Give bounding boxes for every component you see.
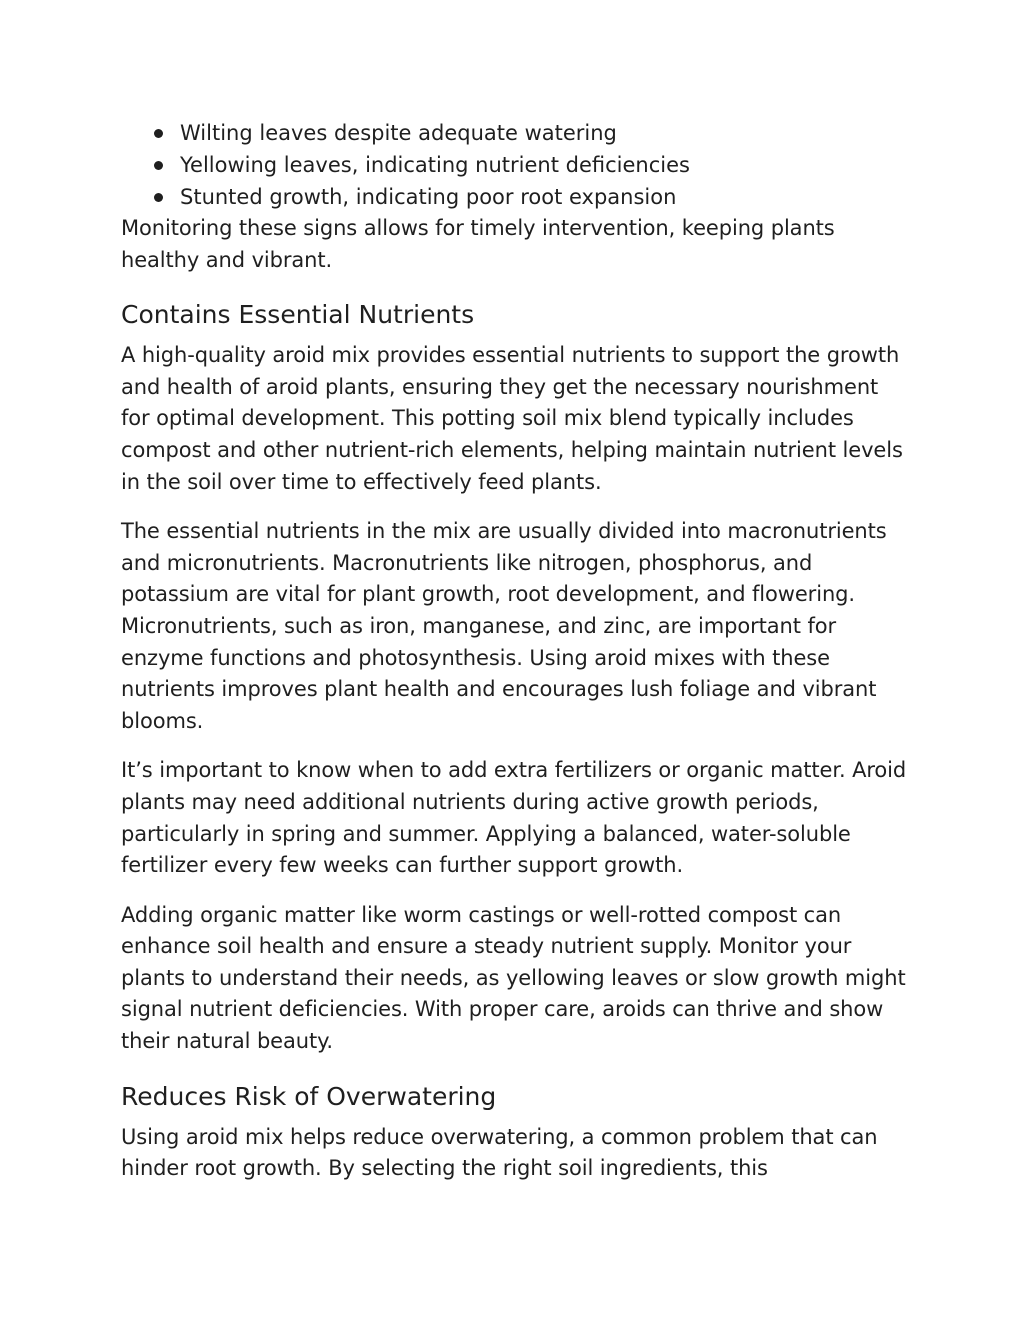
- list-item-text: Stunted growth, indicating poor root expansion: [180, 185, 677, 209]
- list-item-text: Wilting leaves despite adequate watering: [180, 121, 617, 145]
- list-item: [121, 149, 911, 181]
- nutrients-paragraph-3: It’s important to know when to add extra fertilizers or organic matter. Aroid plants may need additional nutrients during active growth periods, particularly in spring and summer. Applying a balanced, water-soluble fertilizer every few weeks can further support growth.: [121, 758, 907, 878]
- document-page: [121, 117, 911, 1203]
- list-item: [121, 117, 911, 149]
- nutrients-paragraph-4: Adding organic matter like worm castings or well-rotted compost can enhance soil health and ensure a steady nutrient supply. Monitor your plants to understand their needs, as yellowing leaves or slow growth might signal nutrient deficiencies. With proper care, aroids can thrive and show their natural beauty.: [121, 902, 906, 1054]
- section-heading-overwatering: Reduces Risk of Overwatering: [121, 1081, 497, 1111]
- intro-paragraph: Monitoring these signs allows for timely intervention, keeping plants healthy and vibrant.: [121, 216, 835, 272]
- bullet-icon: [154, 161, 163, 170]
- nutrients-paragraph-1: A high-quality aroid mix provides essential nutrients to support the growth and health of aroid plants, ensuring they get the necessary nourishment for optimal development. This potting soil mix blend typically includes compost and other nutrient-rich elements, helping maintain nutrient levels in the soil over time to effectively feed plants.: [121, 343, 903, 494]
- symptom-list: [121, 117, 911, 213]
- bullet-icon: [154, 129, 163, 138]
- section-heading-nutrients: Contains Essential Nutrients: [121, 300, 475, 330]
- bullet-icon: [154, 193, 163, 202]
- overwatering-paragraph-1: Using aroid mix helps reduce overwatering, a common problem that can hinder root growth. By selecting the right soil ingredients, this: [121, 1124, 878, 1181]
- list-item: [121, 181, 911, 213]
- list-item-text: Yellowing leaves, indicating nutrient deficiencies: [180, 153, 690, 177]
- nutrients-paragraph-2: The essential nutrients in the mix are usually divided into macronutrients and micronutrients. Macronutrients like nitrogen, phosphorus, and potassium are vital for plant growth, root development, and flowering. Micronutrients, such as iron, manganese, and zinc, are important for enzyme functions and photosynthesis. Using aroid mixes with these nutrients improves plant health and encourages lush foliage and vibrant blooms.: [121, 519, 887, 733]
